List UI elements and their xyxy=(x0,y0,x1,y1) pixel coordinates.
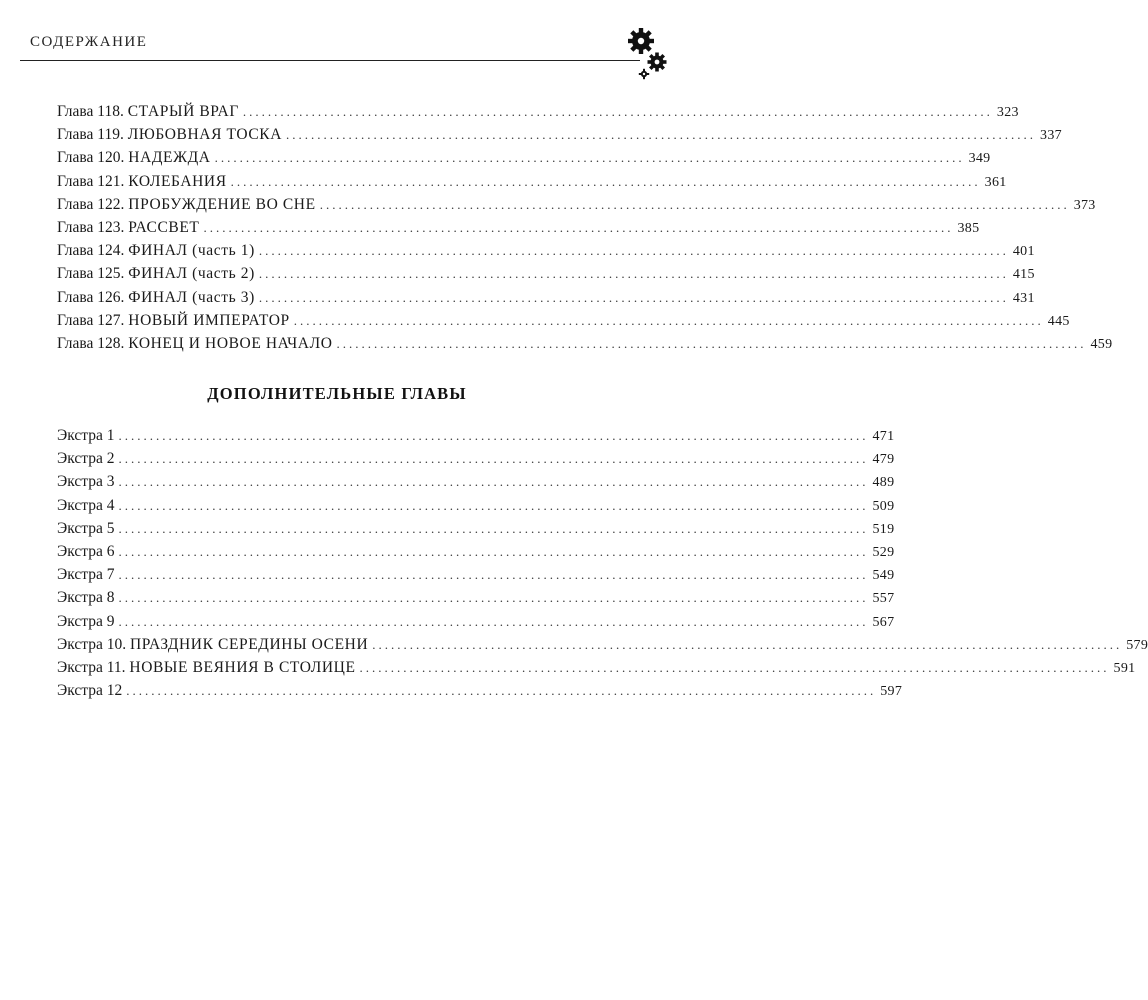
entry-label: Экстра 10. xyxy=(57,635,127,653)
entry-page: 431 xyxy=(1012,290,1035,306)
toc-entry[interactable] xyxy=(57,170,1007,193)
toc-entry[interactable] xyxy=(57,100,1019,123)
entry-label: Глава 123. xyxy=(57,218,125,236)
entry-label: Экстра 11. xyxy=(57,658,126,676)
entry-page: 579 xyxy=(1126,637,1148,653)
dot-leader: ........................................................................................................................ xyxy=(118,590,869,606)
entry-label: Экстра 7 xyxy=(57,566,115,584)
dot-leader: ........................................................................................................................ xyxy=(203,219,954,235)
entry-page: 349 xyxy=(968,151,991,167)
entry-label: Экстра 3 xyxy=(57,473,115,491)
entry-page: 549 xyxy=(872,568,895,584)
toc-entry[interactable] xyxy=(57,447,895,470)
toc-entry[interactable] xyxy=(57,262,1035,285)
dot-leader: ........................................................................................................................ xyxy=(118,613,869,629)
toc-entry[interactable] xyxy=(57,123,1062,146)
entry-page: 323 xyxy=(996,105,1019,120)
entry-label: Экстра 2 xyxy=(57,450,115,468)
entry-title: НОВЫЕ ВЕЯНИЯ В СТОЛИЦЕ xyxy=(129,658,356,676)
entry-title: ЛЮБОВНАЯ ТОСКА xyxy=(127,126,283,144)
entry-label: Глава 125. xyxy=(57,265,125,283)
entry-page: 459 xyxy=(1090,336,1113,352)
entry-title: ФИНАЛ (часть 3) xyxy=(128,288,255,306)
dot-leader: ........................................................................................................................ xyxy=(126,683,877,699)
toc-entry[interactable] xyxy=(57,146,991,169)
dot-leader: ........................................................................................................................ xyxy=(118,497,869,513)
dot-leader: ........................................................................................................................ xyxy=(319,196,1070,212)
entry-page: 519 xyxy=(872,521,895,537)
entry-page: 471 xyxy=(872,429,895,444)
entry-label: Глава 118. xyxy=(57,103,124,120)
entry-title: КОЛЕБАНИЯ xyxy=(128,172,227,190)
entry-label: Глава 121. xyxy=(57,172,125,190)
entry-page: 489 xyxy=(872,475,895,491)
toc-entry[interactable] xyxy=(57,656,1136,679)
toc-entry[interactable] xyxy=(57,494,895,517)
entry-page: 415 xyxy=(1012,267,1035,283)
dot-leader: ........................................................................................................................ xyxy=(118,520,869,536)
dot-leader: ........................................................................................................................ xyxy=(258,243,1009,259)
entry-page: 401 xyxy=(1012,244,1035,260)
entry-label: Экстра 12 xyxy=(57,682,123,700)
entry-label: Экстра 9 xyxy=(57,612,115,630)
dot-leader: ........................................................................................................................ xyxy=(258,289,1009,305)
entry-title: НОВЫЙ ИМПЕРАТОР xyxy=(128,311,290,329)
dot-leader: ........................................................................................................................ xyxy=(118,474,869,490)
dot-leader: ........................................................................................................................ xyxy=(242,104,993,119)
toc-entry[interactable] xyxy=(57,239,1035,262)
entry-label: Глава 122. xyxy=(57,195,125,213)
entry-page: 597 xyxy=(880,684,903,700)
entry-label: Глава 120. xyxy=(57,149,125,167)
dot-leader: ........................................................................................................................ xyxy=(118,543,869,559)
entry-title: ФИНАЛ (часть 2) xyxy=(128,265,255,283)
toc-entry[interactable] xyxy=(57,332,1113,355)
entry-label: Экстра 4 xyxy=(57,496,115,514)
dot-leader: ........................................................................................................................ xyxy=(293,312,1044,328)
entry-page: 567 xyxy=(872,614,895,630)
entry-page: 373 xyxy=(1073,197,1096,213)
entry-title: РАССВЕТ xyxy=(128,218,200,236)
dot-leader: ........................................................................................................................ xyxy=(118,428,869,443)
toc-entry[interactable] xyxy=(57,540,895,563)
entry-label: Глава 126. xyxy=(57,288,125,306)
entry-page: 445 xyxy=(1047,313,1070,329)
toc-main-list xyxy=(57,100,1113,355)
entry-page: 385 xyxy=(957,220,980,236)
entry-title: НАДЕЖДА xyxy=(128,149,211,167)
entry-label: Глава 119. xyxy=(57,126,124,144)
entry-label: Экстра 8 xyxy=(57,589,115,607)
entry-page: 337 xyxy=(1040,128,1062,144)
entry-page: 557 xyxy=(872,591,895,607)
dot-leader: ........................................................................................................................ xyxy=(286,127,1037,143)
gear-ornament-icon xyxy=(626,24,672,82)
entry-label: Глава 127. xyxy=(57,311,125,329)
entry-title: ФИНАЛ (часть 1) xyxy=(128,242,255,260)
entry-title: КОНЕЦ И НОВОЕ НАЧАЛО xyxy=(128,334,333,352)
dot-leader: ........................................................................................................................ xyxy=(258,266,1009,282)
running-head-title: СОДЕРЖАНИЕ xyxy=(30,34,148,50)
entry-label: Глава 124. xyxy=(57,242,125,260)
entry-label: Экстра 1 xyxy=(57,427,115,444)
toc-entry[interactable] xyxy=(57,610,895,633)
entry-page: 529 xyxy=(872,544,895,560)
toc-entry[interactable] xyxy=(57,517,895,540)
dot-leader: ........................................................................................................................ xyxy=(214,150,965,166)
dot-leader: ........................................................................................................................ xyxy=(372,636,1123,652)
toc-entry[interactable] xyxy=(57,633,1148,656)
entry-label: Глава 128. xyxy=(57,334,125,352)
entry-page: 509 xyxy=(872,498,895,514)
header-rule xyxy=(20,60,640,61)
entry-title: СТАРЫЙ ВРАГ xyxy=(127,103,239,120)
dot-leader: ........................................................................................................................ xyxy=(230,173,981,189)
dot-leader: ........................................................................................................................ xyxy=(359,659,1110,675)
entry-page: 361 xyxy=(984,174,1007,190)
toc-entry[interactable] xyxy=(57,679,903,702)
entry-label: Экстра 5 xyxy=(57,519,115,537)
toc-entry[interactable] xyxy=(57,563,895,586)
entry-title: ПРОБУЖДЕНИЕ ВО СНЕ xyxy=(128,195,316,213)
toc-entry[interactable] xyxy=(57,586,895,609)
entry-title: ПРАЗДНИК СЕРЕДИНЫ ОСЕНИ xyxy=(129,635,369,653)
toc-entry[interactable] xyxy=(57,424,895,447)
dot-leader: ........................................................................................................................ xyxy=(118,451,869,467)
entry-label: Экстра 6 xyxy=(57,542,115,560)
entry-page: 479 xyxy=(872,452,895,468)
toc-entry[interactable] xyxy=(57,216,980,239)
toc-entry[interactable] xyxy=(57,193,1096,216)
toc-entry[interactable] xyxy=(57,286,1035,309)
toc-extras-list xyxy=(57,424,1148,702)
dot-leader: ........................................................................................................................ xyxy=(118,567,869,583)
extras-section-heading: ДОПОЛНИТЕЛЬНЫЕ ГЛАВЫ xyxy=(207,384,467,403)
toc-entry[interactable] xyxy=(57,470,895,493)
entry-page: 591 xyxy=(1113,660,1136,676)
dot-leader: ........................................................................................................................ xyxy=(336,335,1087,351)
toc-entry[interactable] xyxy=(57,309,1070,332)
